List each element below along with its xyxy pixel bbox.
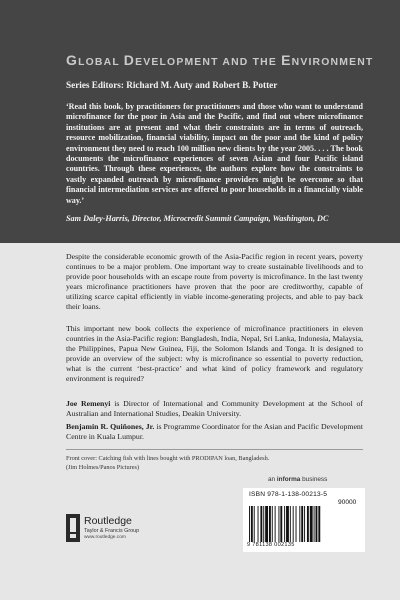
author-name: Benjamin R. Quiñones, Jr. [66, 422, 155, 431]
series-editors: Series Editors: Richard M. Auty and Robert B. Potter [66, 80, 278, 90]
barcode-icon [249, 506, 361, 542]
series-title-part: NVIRONMENT [291, 57, 374, 68]
publisher-url: www.routledge.com [84, 535, 126, 540]
cover-credit-line: Front cover: Catching fish with lines bought with PRODIPAN loan, Bangladesh. [66, 455, 270, 462]
informa-suffix: business [300, 476, 328, 483]
description-paragraph-2: This important new book collects the experience of microfinance practitioners in eleven countries in the Asia-Pacific region: Bangladesh, India, Nepal, Sri Lanka, Indonesia, Malaysia, the Philippines, Papua New Guinea, Fiji, the Solomon Islands and Tonga. It is designed to provide an overview of the subject: why is microfinance so essential to poverty reduction, what is the current ‘best-practice’ and what kind of policy framework and regulatory environment is required? [66, 324, 363, 384]
description-paragraph-1: Despite the considerable economic growth of the Asia-Pacific region in recent years, poverty continues to be a major problem. One important way to create sustainable livelihoods and to provide poor households with an escape route from poverty is microfinance. In the last twenty years microfinance practitioners have proven that the poor are creditworthy, capable of utilizing scarce capital efficiently in viable income-generating projects, and able to pay back their loans. [66, 252, 363, 312]
series-title-part: D [123, 52, 136, 68]
price-code: 90000 [338, 499, 357, 506]
publisher-group: Taylor & Francis Group [84, 528, 140, 534]
barcode-number: 9 781138 002135 [247, 542, 295, 548]
top-band [0, 0, 400, 243]
series-title [66, 52, 386, 68]
cover-credit [66, 455, 363, 472]
quote-attribution: Sam Daley-Harris, Director, Microcredit Summit Campaign, Washington, DC [66, 214, 329, 223]
author-bio-2 [66, 422, 363, 442]
informa-name: informa [276, 476, 301, 483]
publisher-logo [66, 514, 186, 544]
author-name: Joe Remenyi [66, 399, 111, 408]
series-title-part: EVELOPMENT AND THE [135, 57, 282, 68]
divider [66, 449, 363, 450]
author-bio-1 [66, 399, 363, 419]
series-title-part: E [281, 52, 292, 68]
author-bio-text: is Director of International and Community Development at the School of Australian and International Studies, Deakin University. [66, 399, 363, 419]
series-title-part: G [66, 52, 79, 68]
cover-credit-photographer: (Jim Holmes/Panos Pictures) [66, 463, 140, 471]
series-title-part: LOBAL [78, 57, 124, 68]
author-bio-text: is Programme Coordinator for the Asian and Pacific Development Centre in Kuala Lumpur. [66, 422, 363, 442]
barcode-panel [243, 488, 365, 552]
endorsement-quote: ‘Read this book, by practitioners for practitioners and those who want to understand microfinance for the poor in Asia and the Pacific, and find out where microfinance institutions are at present and what their constraints are in terms of outreach, resource mobilization, financial viability, impact on the poor and the kind of policy environment they need to reach 100 million new clients by the year 2005. . . . The book documents the microfinance experiences of seven Asian and four Pacific island countries. Through these experiences, the authors explore how the constraints to vastly expanded outreach by microfinance providers might be overcome so that financial intermediation services are offered to poor households in a financially viable way.’ [66, 102, 363, 205]
routledge-mark-icon [66, 514, 80, 542]
isbn: ISBN 978-1-138-00213-5 [249, 491, 328, 498]
informa-prefix: an [268, 476, 277, 483]
informa-tagline [268, 476, 368, 483]
publisher-name: Routledge [84, 515, 132, 527]
